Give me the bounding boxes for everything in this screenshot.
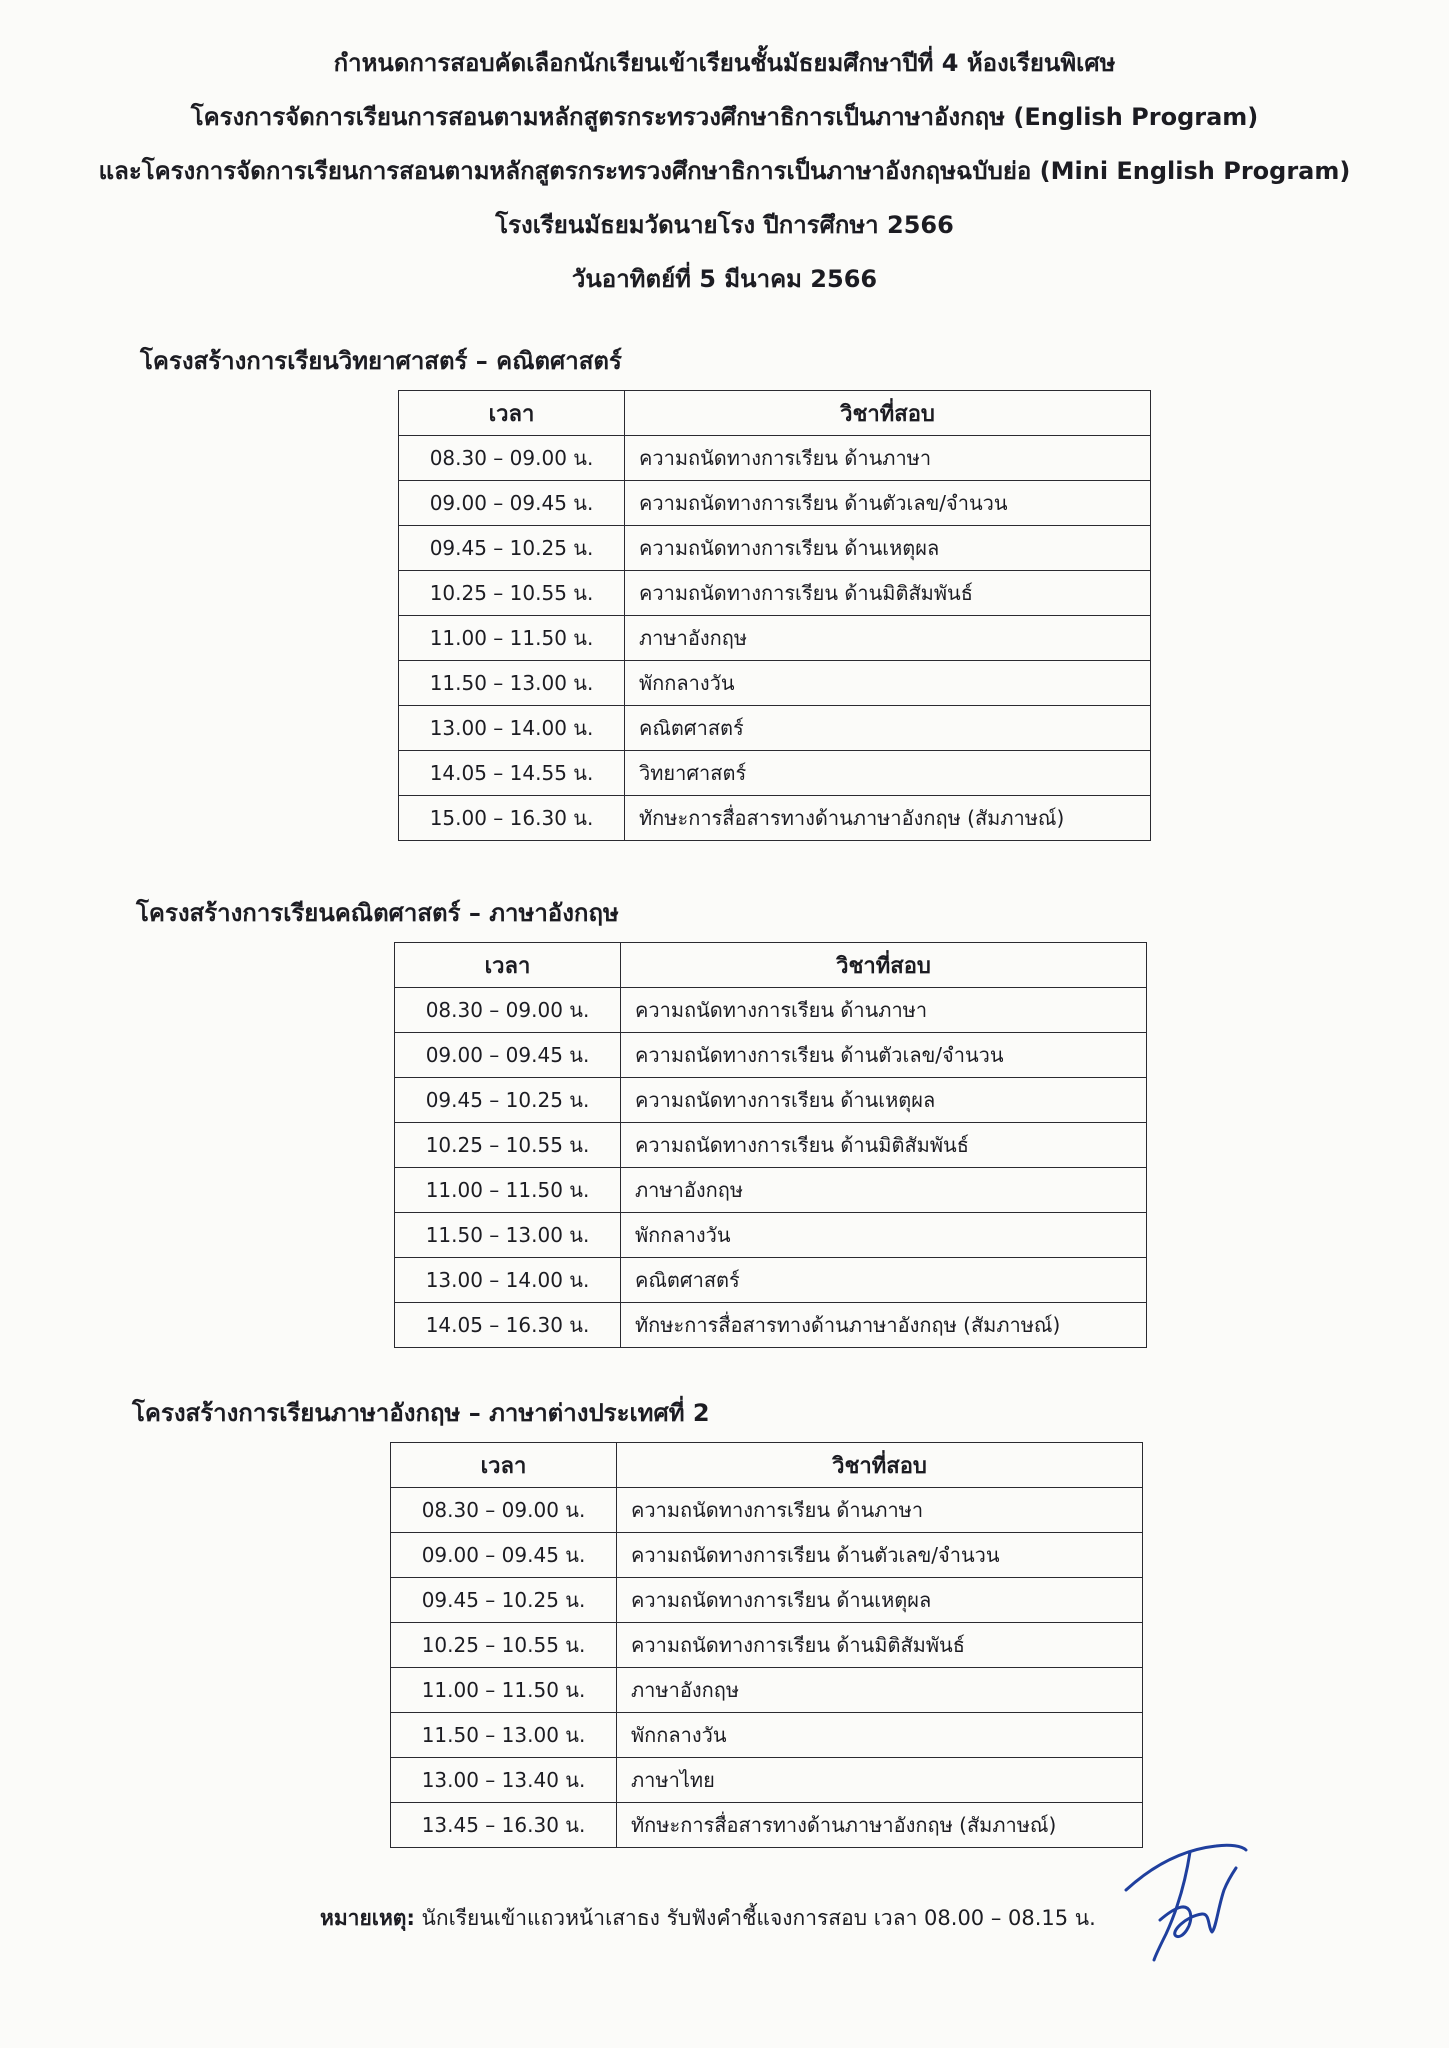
subject-cell: ความถนัดทางการเรียน ด้านมิติสัมพันธ์ <box>625 571 1151 616</box>
time-cell: 11.50 – 13.00 น. <box>395 1213 621 1258</box>
table-row <box>399 706 1151 751</box>
table-row <box>399 751 1151 796</box>
table-row <box>391 1713 1143 1758</box>
header-program-mep: และโครงการจัดการเรียนการสอนตามหลักสูตรกระทรวงศึกษาธิการเป็นภาษาอังกฤษฉบับย่อ (Mini English Program) <box>98 157 1351 185</box>
table-row <box>399 526 1151 571</box>
table-row <box>399 661 1151 706</box>
time-cell: 09.00 – 09.45 น. <box>395 1033 621 1078</box>
header-school-year: โรงเรียนมัธยมวัดนายโรง ปีการศึกษา 2566 <box>495 211 954 239</box>
table-row <box>395 1168 1147 1213</box>
subject-cell: ภาษาอังกฤษ <box>625 616 1151 661</box>
time-cell: 08.30 – 09.00 น. <box>399 436 625 481</box>
header-time: เวลา <box>391 1443 617 1488</box>
time-cell: 09.00 – 09.45 น. <box>391 1533 617 1578</box>
section-title: โครงสร้างการเรียนภาษาอังกฤษ – ภาษาต่างประเทศที่ 2 <box>132 1399 710 1427</box>
signature-icon <box>1120 1828 1250 1968</box>
time-cell: 14.05 – 14.55 น. <box>399 751 625 796</box>
time-cell: 09.45 – 10.25 น. <box>391 1578 617 1623</box>
table-row <box>395 1303 1147 1348</box>
subject-cell: วิทยาศาสตร์ <box>625 751 1151 796</box>
subject-cell: ภาษาอังกฤษ <box>617 1668 1143 1713</box>
subject-cell: ความถนัดทางการเรียน ด้านภาษา <box>621 988 1147 1033</box>
time-cell: 10.25 – 10.55 น. <box>391 1623 617 1668</box>
table-row <box>395 1123 1147 1168</box>
header-time: เวลา <box>395 943 621 988</box>
time-cell: 13.00 – 13.40 น. <box>391 1758 617 1803</box>
table-row <box>395 1078 1147 1123</box>
table-row <box>399 616 1151 661</box>
schedule-table <box>390 1442 1143 1848</box>
time-cell: 10.25 – 10.55 น. <box>395 1123 621 1168</box>
header-time: เวลา <box>399 391 625 436</box>
header-subject: วิชาที่สอบ <box>617 1443 1143 1488</box>
subject-cell: ความถนัดทางการเรียน ด้านมิติสัมพันธ์ <box>621 1123 1147 1168</box>
table-row <box>391 1668 1143 1713</box>
schedule-table <box>394 942 1147 1348</box>
subject-cell: ทักษะการสื่อสารทางด้านภาษาอังกฤษ (สัมภาษณ์) <box>621 1303 1147 1348</box>
header-subject: วิชาที่สอบ <box>621 943 1147 988</box>
subject-cell: ภาษาอังกฤษ <box>621 1168 1147 1213</box>
schedule-table <box>398 390 1151 841</box>
table-row <box>399 436 1151 481</box>
table-row <box>395 988 1147 1033</box>
subject-cell: ความถนัดทางการเรียน ด้านภาษา <box>625 436 1151 481</box>
header-title: กำหนดการสอบคัดเลือกนักเรียนเข้าเรียนชั้นมัธยมศึกษาปีที่ 4 ห้องเรียนพิเศษ <box>333 49 1116 77</box>
subject-cell: ทักษะการสื่อสารทางด้านภาษาอังกฤษ (สัมภาษณ์) <box>617 1803 1143 1848</box>
time-cell: 15.00 – 16.30 น. <box>399 796 625 841</box>
section-english-second-language <box>132 1398 1143 1848</box>
time-cell: 13.45 – 16.30 น. <box>391 1803 617 1848</box>
time-cell: 11.00 – 11.50 น. <box>391 1668 617 1713</box>
table-header-row <box>391 1443 1143 1488</box>
subject-cell: ความถนัดทางการเรียน ด้านเหตุผล <box>625 526 1151 571</box>
footnote-label: หมายเหตุ: <box>320 1906 415 1930</box>
subject-cell: ความถนัดทางการเรียน ด้านเหตุผล <box>617 1578 1143 1623</box>
subject-cell: พักกลางวัน <box>621 1213 1147 1258</box>
footnote-text: นักเรียนเข้าแถวหน้าเสาธง รับฟังคำชี้แจงการสอบ เวลา 08.00 – 08.15 น. <box>414 1906 1096 1930</box>
subject-cell: ความถนัดทางการเรียน ด้านตัวเลข/จำนวน <box>621 1033 1147 1078</box>
table-row <box>399 796 1151 841</box>
subject-cell: ความถนัดทางการเรียน ด้านภาษา <box>617 1488 1143 1533</box>
section-title: โครงสร้างการเรียนวิทยาศาสตร์ – คณิตศาสตร์ <box>140 347 622 375</box>
time-cell: 11.50 – 13.00 น. <box>391 1713 617 1758</box>
time-cell: 11.00 – 11.50 น. <box>399 616 625 661</box>
section-math-english <box>136 898 1147 1348</box>
subject-cell: พักกลางวัน <box>617 1713 1143 1758</box>
time-cell: 09.45 – 10.25 น. <box>399 526 625 571</box>
section-title: โครงสร้างการเรียนคณิตศาสตร์ – ภาษาอังกฤษ <box>136 899 619 927</box>
table-row <box>391 1533 1143 1578</box>
table-row <box>391 1623 1143 1668</box>
table-row <box>395 1213 1147 1258</box>
table-row <box>391 1488 1143 1533</box>
table-header-row <box>395 943 1147 988</box>
subject-cell: คณิตศาสตร์ <box>625 706 1151 751</box>
subject-cell: พักกลางวัน <box>625 661 1151 706</box>
time-cell: 08.30 – 09.00 น. <box>391 1488 617 1533</box>
time-cell: 09.00 – 09.45 น. <box>399 481 625 526</box>
time-cell: 14.05 – 16.30 น. <box>395 1303 621 1348</box>
subject-cell: ทักษะการสื่อสารทางด้านภาษาอังกฤษ (สัมภาษณ์) <box>625 796 1151 841</box>
table-row <box>395 1033 1147 1078</box>
table-row <box>399 481 1151 526</box>
subject-cell: คณิตศาสตร์ <box>621 1258 1147 1303</box>
table-row <box>391 1803 1143 1848</box>
table-row <box>399 571 1151 616</box>
table-row <box>391 1758 1143 1803</box>
subject-cell: ความถนัดทางการเรียน ด้านเหตุผล <box>621 1078 1147 1123</box>
footnote <box>320 1902 1096 1935</box>
time-cell: 09.45 – 10.25 น. <box>395 1078 621 1123</box>
subject-cell: ความถนัดทางการเรียน ด้านมิติสัมพันธ์ <box>617 1623 1143 1668</box>
subject-cell: ความถนัดทางการเรียน ด้านตัวเลข/จำนวน <box>625 481 1151 526</box>
header-subject: วิชาที่สอบ <box>625 391 1151 436</box>
document-header <box>0 36 1449 306</box>
time-cell: 13.00 – 14.00 น. <box>395 1258 621 1303</box>
header-program-ep: โครงการจัดการเรียนการสอนตามหลักสูตรกระทรวงศึกษาธิการเป็นภาษาอังกฤษ (English Program) <box>190 103 1259 131</box>
subject-cell: ภาษาไทย <box>617 1758 1143 1803</box>
time-cell: 11.00 – 11.50 น. <box>395 1168 621 1213</box>
table-row <box>395 1258 1147 1303</box>
section-science-math <box>140 346 1151 841</box>
table-header-row <box>399 391 1151 436</box>
time-cell: 10.25 – 10.55 น. <box>399 571 625 616</box>
time-cell: 13.00 – 14.00 น. <box>399 706 625 751</box>
time-cell: 11.50 – 13.00 น. <box>399 661 625 706</box>
time-cell: 08.30 – 09.00 น. <box>395 988 621 1033</box>
header-exam-date: วันอาทิตย์ที่ 5 มีนาคม 2566 <box>571 265 878 293</box>
subject-cell: ความถนัดทางการเรียน ด้านตัวเลข/จำนวน <box>617 1533 1143 1578</box>
table-row <box>391 1578 1143 1623</box>
